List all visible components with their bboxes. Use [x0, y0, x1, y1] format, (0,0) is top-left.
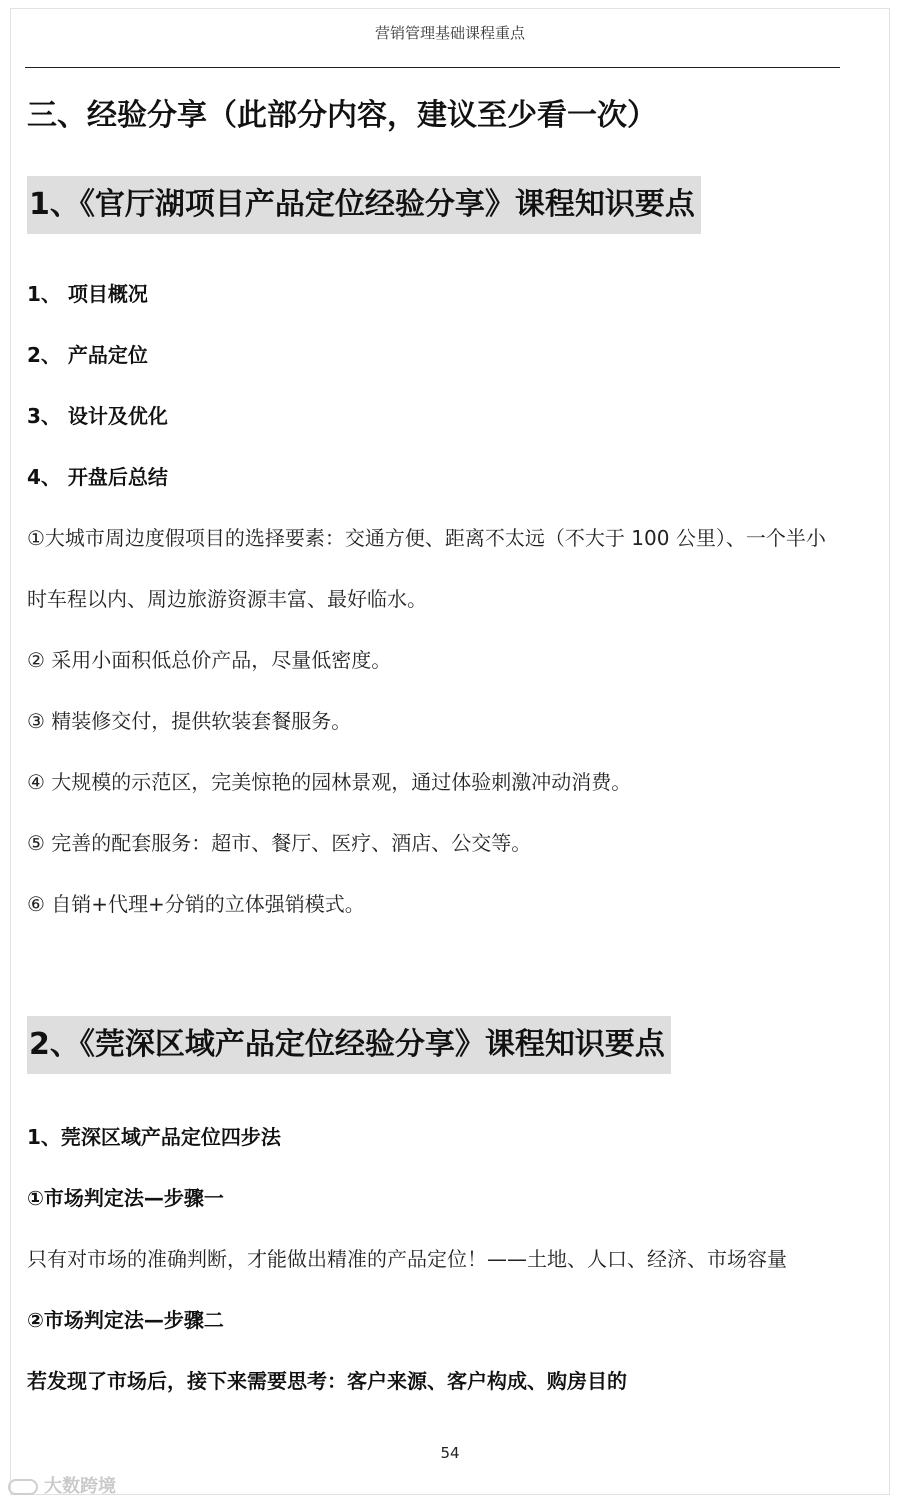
step-2-text: 若发现了市场后，接下来需要思考：客户来源、客户构成、购房目的: [27, 1369, 627, 1393]
course-2-subtitle: 1、莞深区域产品定位四步法: [27, 1125, 281, 1149]
course-1-title: 1、《官厅湖项目产品定位经验分享》课程知识要点: [27, 176, 701, 234]
course-2-title: 2、《莞深区域产品定位经验分享》课程知识要点: [27, 1016, 671, 1074]
watermark-logo-icon: [8, 1479, 38, 1495]
course-1-point: ② 采用小面积低总价产品，尽量低密度。: [27, 648, 392, 672]
course-1-item: 1、 项目概况: [27, 282, 148, 306]
page-number: 54: [440, 1444, 460, 1462]
course-1-item: 4、 开盘后总结: [27, 465, 168, 489]
course-1-point: ①大城市周边度假项目的选择要素：交通方便、距离不太远（不大于 100 公里）、一个半小: [27, 526, 826, 550]
header-rule: [25, 67, 840, 68]
running-header: 营销管理基础课程重点: [374, 24, 525, 42]
watermark-text: 大数跨境: [44, 1476, 116, 1497]
course-1-point-continued: 时车程以内、周边旅游资源丰富、最好临水。: [27, 587, 427, 611]
course-1-item: 3、 设计及优化: [27, 404, 168, 428]
course-1-point: ⑤ 完善的配套服务：超市、餐厅、医疗、酒店、公交等。: [27, 831, 532, 855]
section-title: 三、经验分享（此部分内容，建议至少看一次）: [27, 98, 657, 133]
step-1-title: ①市场判定法—步骤一: [27, 1186, 224, 1210]
course-1-point: ③ 精装修交付，提供软装套餐服务。: [27, 709, 352, 733]
course-1-point: ⑥ 自销+代理+分销的立体强销模式。: [27, 892, 365, 916]
step-2-title: ②市场判定法—步骤二: [27, 1308, 224, 1332]
watermark: [8, 1472, 116, 1498]
course-1-point: ④ 大规模的示范区，完美惊艳的园林景观，通过体验刺激冲动消费。: [27, 770, 632, 794]
course-1-item: 2、 产品定位: [27, 343, 148, 367]
step-1-text: 只有对市场的准确判断，才能做出精准的产品定位！——土地、人口、经济、市场容量: [27, 1247, 787, 1271]
